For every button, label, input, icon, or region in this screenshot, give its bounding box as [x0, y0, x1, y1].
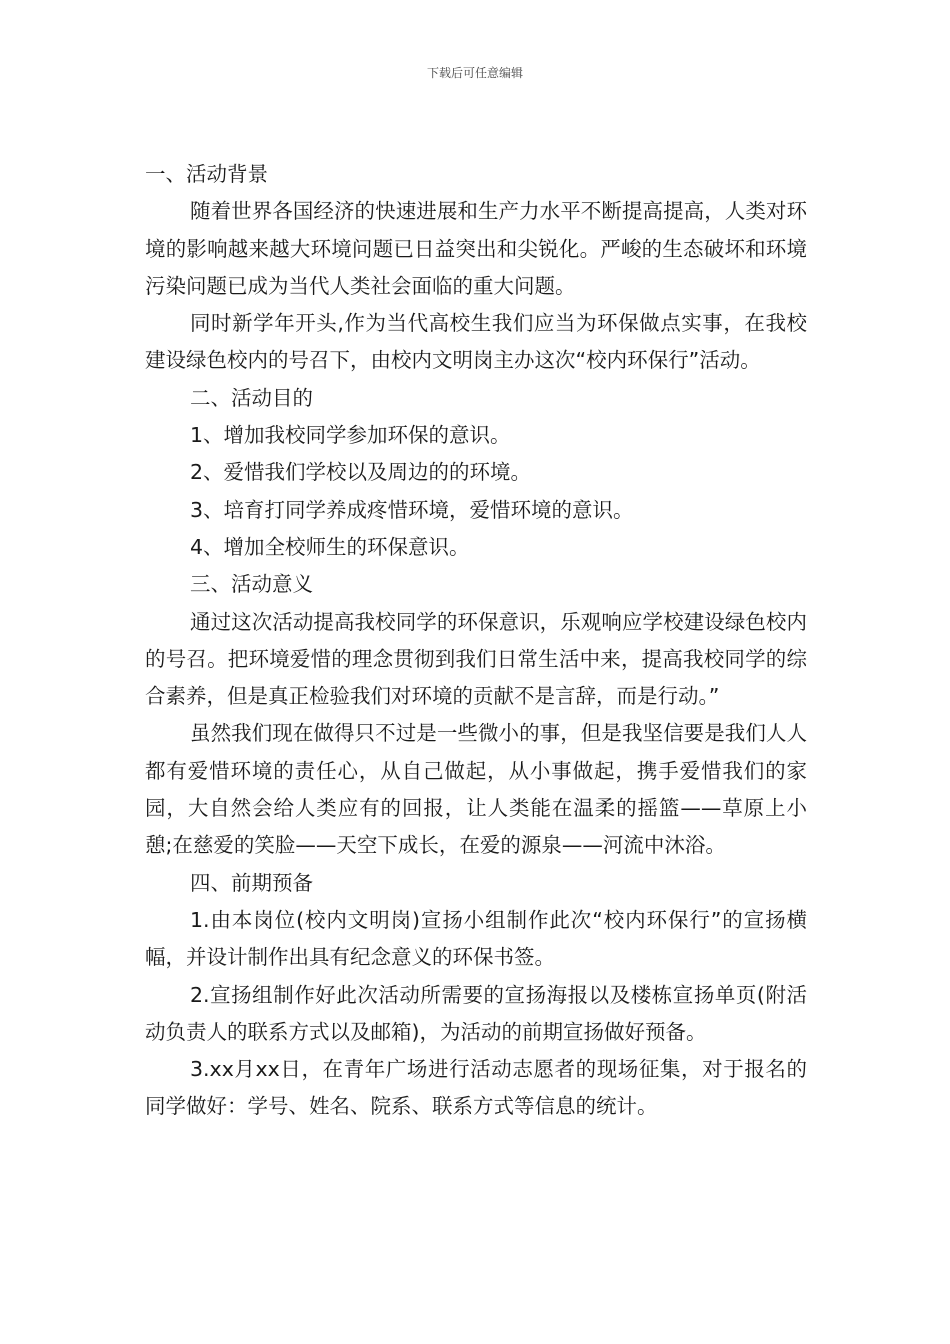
purpose-item-2: 2、爱惜我们学校以及周边的的环境。 [190, 460, 532, 485]
significance-paragraph-1: 通过这次活动提高我校同学的环保意识，乐观响应学校建设绿色校内的号召。把环境爱惜的理念贯彻到我们日常生活中来，提高我校同学的综合素养，但是真正检验我们对环境的贡献不是言辞，而是行动。” [145, 609, 807, 709]
background-paragraph-2: 同时新学年开头,作为当代高校生我们应当为环保做点实事，在我校建设绿色校内的号召下，由校内文明岗主办这次“校内环保行”活动。 [145, 311, 807, 373]
background-paragraph-1: 随着世界各国经济的快速进展和生产力水平不断提高提高，人类对环境的影响越来越大环境问题已日益突出和尖锐化。严峻的生态破坏和环境污染问题已成为当代人类社会面临的重大问题。 [145, 199, 807, 298]
section-heading-significance: 三、活动意义 [190, 572, 313, 597]
significance-paragraph-2: 虽然我们现在做得只不过是一些微小的事，但是我坚信要是我们人人都有爱惜环境的责任心，从自己做起，从小事做起，携手爱惜我们的家园，大自然会给人类应有的回报，让人类能在温柔的摇篮——草原上小憩;在慈爱的笑脸——天空下成长，在爱的源泉——河流中沐浴。 [145, 721, 807, 858]
section-heading-purpose: 二、活动目的 [190, 385, 313, 410]
document-body [145, 156, 807, 1126]
preparation-item-2: 2.宣扬组制作好此次活动所需要的宣扬海报以及楼栋宣扬单页(附活动负责人的联系方式以及邮箱)，为活动的前期宣扬做好预备。 [145, 982, 807, 1044]
purpose-item-3: 3、培育打同学养成疼惜环境，爱惜环境的意识。 [190, 497, 634, 522]
header-note: 下载后可任意编辑 [426, 66, 523, 80]
preparation-item-1: 1.由本岗位(校内文明岗)宣扬小组制作此次“校内环保行”的宣扬横幅，并设计制作出具有纪念意义的环保书签。 [145, 907, 807, 970]
preparation-item-3: 3.xx月xx日，在青年广场进行活动志愿者的现场征集，对于报名的同学做好：学号、姓名、院系、联系方式等信息的统计。 [145, 1057, 807, 1119]
section-heading-preparation: 四、前期预备 [190, 870, 313, 895]
section-heading-background: 一、活动背景 [145, 162, 268, 186]
purpose-item-1: 1、增加我校同学参加环保的意识。 [190, 423, 511, 448]
purpose-item-4: 4、增加全校师生的环保意识。 [190, 534, 470, 559]
